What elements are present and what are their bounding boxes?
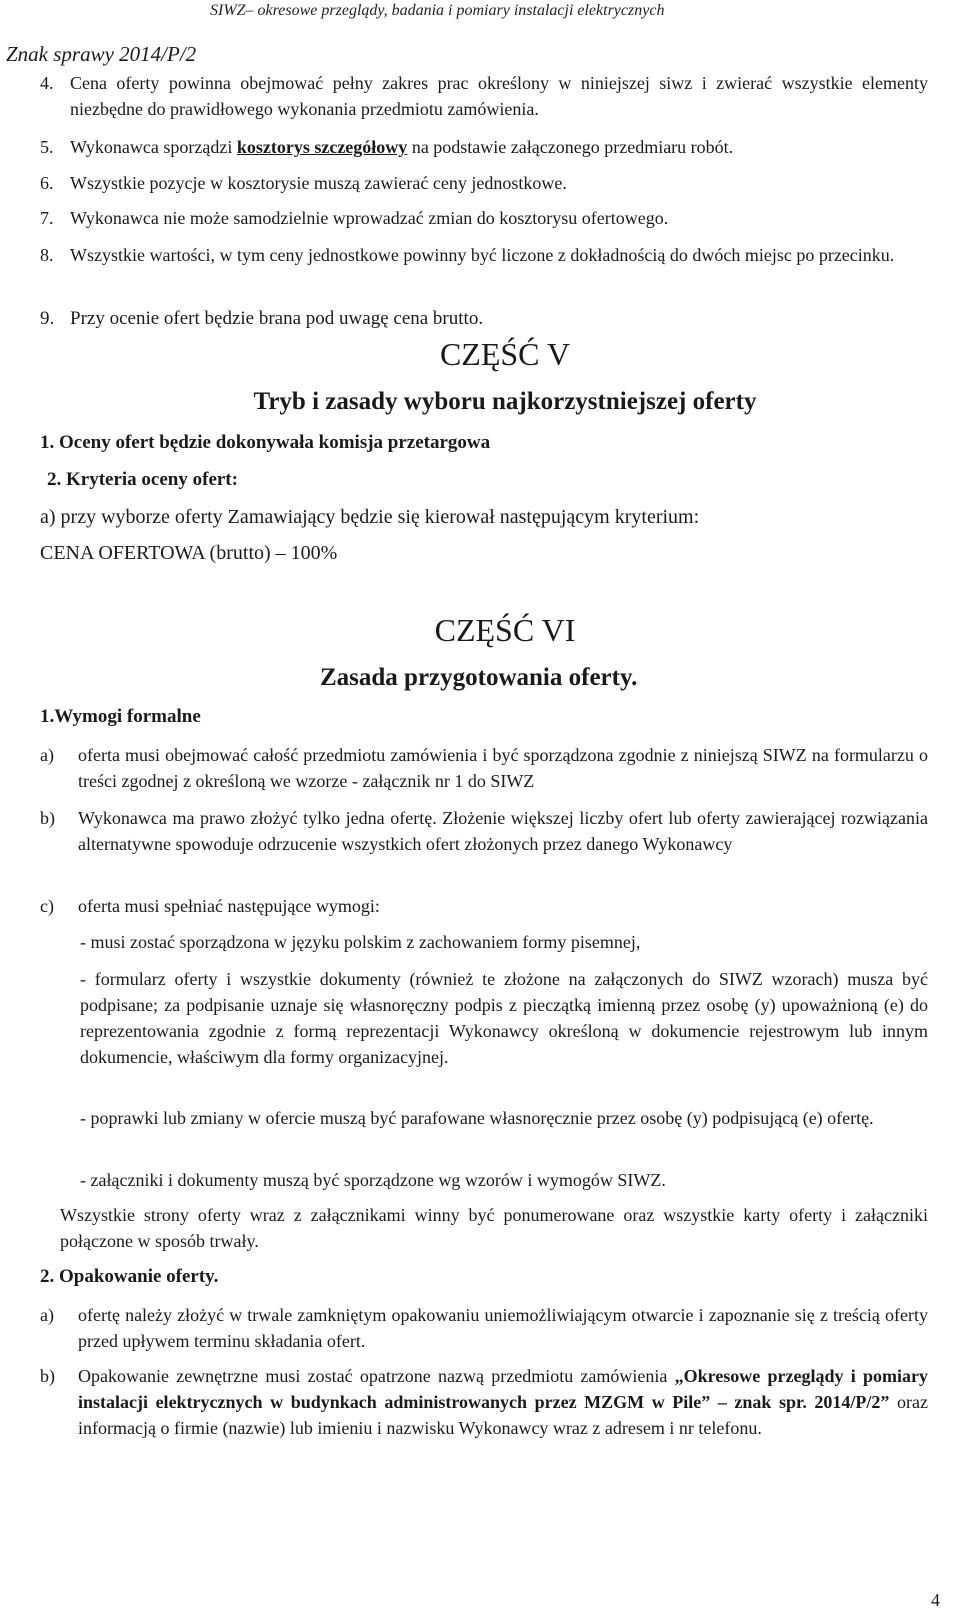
item-letter: b) (40, 1366, 55, 1386)
item-text: Wszystkie pozycje w kosztorysie muszą zawierać ceny jednostkowe. (70, 173, 567, 193)
item-text: Przy ocenie ofert będzie brana pod uwagę cena brutto. (70, 308, 484, 329)
list-item (40, 170, 928, 196)
item-text-pre: Opakowanie zewnętrzne musi zostać opatrzone nazwą przedmiotu zamówienia (78, 1366, 675, 1386)
list-item (40, 893, 928, 919)
part6-subtitle: Zasada przygotowania oferty. (320, 664, 638, 691)
item-text-post: na podstawie załączonego przedmiaru robót. (407, 137, 734, 157)
formal-requirements-heading: 1.Wymogi formalne (40, 706, 201, 727)
requirement-dash-item: - musi zostać sporządzona w języku polskim z zachowaniem formy pisemnej, (80, 932, 641, 952)
part5-criteria: a) przy wyborze oferty Zamawiający będzie się kierował następującym kryterium: (40, 506, 700, 528)
part5-price-criterion: CENA OFERTOWA (brutto) – 100% (40, 542, 338, 564)
list-item (40, 805, 928, 857)
item-text: Wykonawca ma prawo złożyć tylko jedna ofertę. Złożenie większej liczby ofert lub oferty zawierającej rozwiązania alternatywne spowoduje odrzucenie wszystkich ofert złożonych przez danego Wykonawcy (78, 808, 928, 854)
list-item (40, 1302, 928, 1354)
item-letter: a) (40, 1305, 54, 1325)
emphasized-term: kosztorys szczegółowy (236, 137, 408, 157)
item-number: 5. (40, 137, 54, 157)
item-number: 7. (40, 208, 54, 228)
item-number: 8. (40, 245, 54, 265)
requirement-dash-item: - poprawki lub zmiany w ofercie muszą być parafowane własnoręcznie przez osobę (y) podpisującą (e) ofertę. (80, 1108, 874, 1128)
list-item (40, 205, 928, 231)
part5-point1: 1. Oceny ofert będzie dokonywała komisja przetargowa (40, 432, 491, 453)
packaging-heading: 2. Opakowanie oferty. (40, 1266, 219, 1287)
item-text: oferta musi obejmować całość przedmiotu zamówienia i być sporządzona zgodnie z niniejszą SIWZ na formularzu o treści zgodnej z określoną we wzorze - załącznik nr 1 do SIWZ (78, 745, 928, 791)
page-number: 4 (931, 1590, 940, 1610)
item-text (78, 1363, 928, 1441)
list-item (40, 1363, 928, 1441)
requirement-dash-item: - załączniki i dokumenty muszą być sporządzone wg wzorów i wymogów SIWZ. (80, 1170, 666, 1190)
list-item (40, 742, 928, 794)
part5-title: CZĘŚĆ V (439, 336, 571, 372)
item-text: ofertę należy złożyć w trwale zamkniętym opakowaniu uniemożliwiającym otwarcie i zapoznanie się z treścią oferty przed upływem terminu składania ofert. (78, 1305, 928, 1351)
list-item (40, 70, 928, 122)
part6-title: CZĘŚĆ VI (434, 612, 576, 648)
item-number: 4. (40, 73, 54, 93)
item-text: Wszystkie wartości, w tym ceny jednostkowe powinny być liczone z dokładnością do dwóch miejsc po przecinku. (70, 245, 895, 265)
item-text: Cena oferty powinna obejmować pełny zakres prac określony w niniejszej siwz i zwierać wszystkie elementy niezbędne do prawidłowego wykonania przedmiotu zamówienia. (70, 73, 928, 119)
item-text: oferta musi spełniać następujące wymogi: (78, 896, 380, 916)
item-number: 6. (40, 173, 54, 193)
list-item (40, 306, 928, 332)
item-text-pre: Wykonawca sporządzi (70, 137, 237, 157)
running-header: SIWZ– okresowe przeglądy, badania i pomiary instalacji elektrycznych (210, 2, 665, 19)
contract-name-bold: „Okresowe przeglądy i pomiary instalacji elektrycznych w budynkach administrowanych przez MZGM w Pile” – znak spr. 2014/P/2” (78, 1366, 928, 1412)
pages-note: Wszystkie strony oferty wraz z załącznikami winny być ponumerowane oraz wszystkie karty oferty i załączniki połączone w sposób trwały. (60, 1205, 928, 1251)
item-letter: b) (40, 808, 55, 828)
list-item (40, 134, 928, 160)
part5-subtitle: Tryb i zasady wyboru najkorzystniejszej oferty (253, 388, 757, 415)
item-letter: a) (40, 745, 54, 765)
item-text (70, 134, 928, 160)
item-text: Wykonawca nie może samodzielnie wprowadzać zmian do kosztorysu ofertowego. (70, 208, 669, 228)
list-item (40, 242, 928, 268)
case-reference: Znak sprawy 2014/P/2 (6, 42, 197, 66)
item-number: 9. (40, 308, 55, 329)
requirement-dash-item: - formularz oferty i wszystkie dokumenty (również te złożone na załączonych do SIWZ wzorach) musza być podpisane; za podpisanie uznaje się własnoręczny podpis z pieczątką imienną przez osobę (y) upoważnioną (e) do reprezentowania zgodnie z formą reprezentacji Wykonawcy określoną w dokumencie rejestrowym lub innym dokumencie, właściwym dla formy organizacyjnej. (80, 969, 928, 1067)
part5-point2: 2. Kryteria oceny ofert: (47, 469, 238, 490)
item-text-post: oraz informacją o firmie (nazwie) lub imieniu i nazwisku Wykonawcy wraz z adresem i nr telefonu. (78, 1392, 928, 1438)
item-letter: c) (40, 896, 54, 916)
